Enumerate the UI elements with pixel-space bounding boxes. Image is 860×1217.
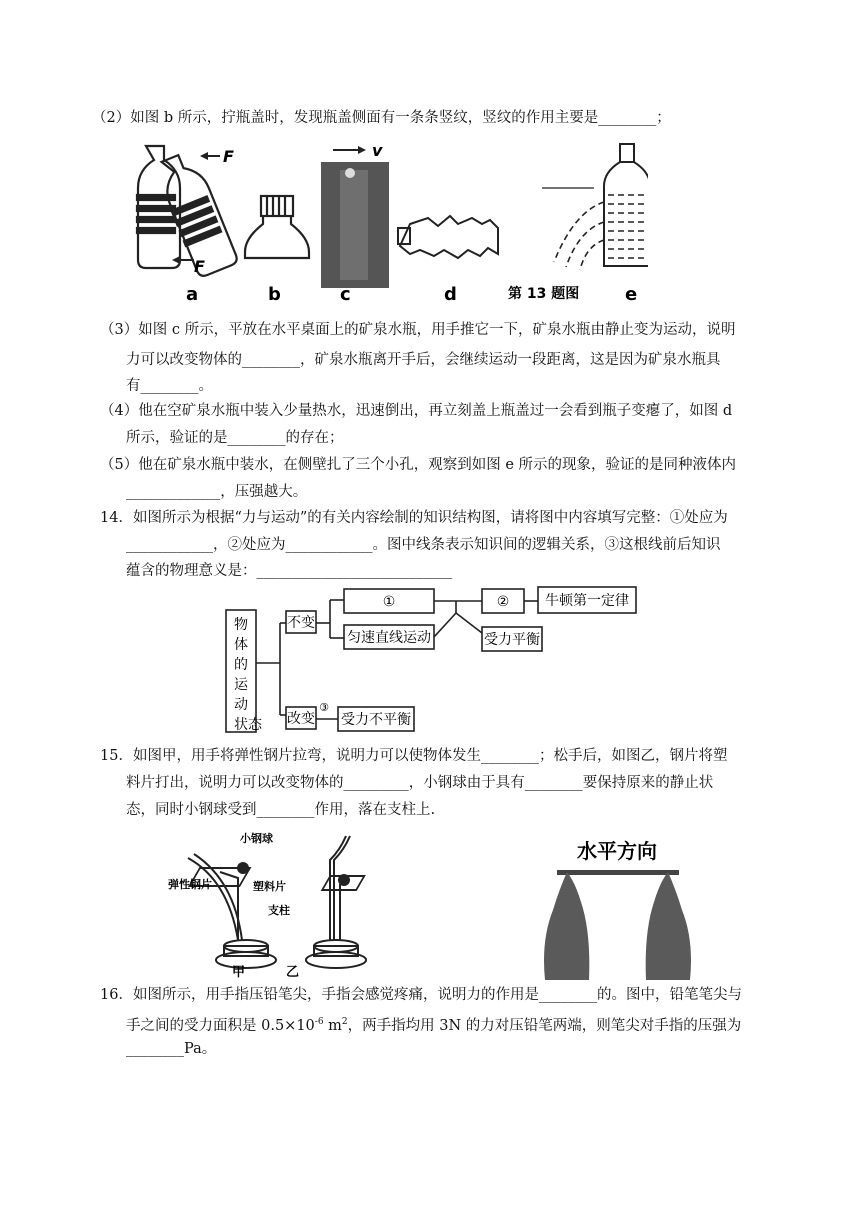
q14-line2: ____________，②处应为____________。图中线条表示知识间的逻辑关系，③这根线前后知识 (126, 537, 721, 553)
label-d: d (444, 284, 457, 305)
force-label-bottom: F (194, 257, 205, 276)
q15-line3: 态，同时小钢球受到________作用，落在支柱上. (126, 802, 436, 818)
label-steel-strip: 弹性钢片 (168, 878, 212, 891)
diagram-root-1: 物 (234, 617, 248, 633)
velocity-label: v (372, 141, 383, 160)
q13-part2-text: （2）如图 b 所示，拧瓶盖时，发现瓶盖侧面有一条条竖纹，竖纹的作用主要是________； (92, 110, 671, 126)
diagram-root-5: 动 (234, 697, 248, 713)
diagram-changed: 改变 (287, 711, 315, 727)
q15-line2: 料片打出，说明力可以改变物体的_________，小钢球由于具有________要保持原来的静止状 (126, 775, 714, 791)
bottle-cap-b (245, 196, 309, 258)
force-label-top: F (223, 147, 234, 166)
diagram-balanced: 受力平衡 (484, 632, 540, 648)
diagram-root-6: 状态 (234, 717, 262, 733)
knowledge-diagram (220, 583, 650, 738)
q13-part5-line2: _____________，压强越大。 (126, 484, 308, 500)
diagram-circle-3: ③ (319, 701, 329, 714)
q13-part3-line3: 有________。 (126, 378, 213, 394)
label-c: c (340, 284, 351, 305)
label-e: e (625, 284, 638, 305)
q16-exponent: -6 (314, 1017, 324, 1027)
bottle-e (542, 144, 648, 270)
diagram-circle-2: ② (496, 594, 510, 610)
diagram-root-2: 体 (234, 637, 248, 653)
q13-part5-line1: （5）他在矿泉水瓶中装水，在侧壁扎了三个小孔，观察到如图 e 所示的现象，验证的是同种液体内 (100, 457, 737, 473)
q16-exponent2: 2 (341, 1017, 348, 1027)
figure-caption: 第 13 题图 (508, 286, 580, 302)
q16-line2-c: ，两手指均用 3N 的力对压铅笔两端，则笔尖对手指的压强为 (347, 1017, 742, 1034)
diagram-unchanged: 不变 (287, 615, 315, 631)
q16-line2 (126, 1012, 741, 1036)
q13-part4-line2: 所示，验证的是________的存在； (126, 430, 344, 446)
q14-line1: 14．如图所示为根据“力与运动”的有关内容绘制的知识结构图，请将图中内容填写完整：①处应为 (100, 510, 728, 526)
q13-part4-line1: （4）他在空矿泉水瓶中装入少量热水，迅速倒出，再立刻盖上瓶盖过一会看到瓶子变瘪了，如图 d (100, 403, 733, 419)
diagram-unbalanced: 受力不平衡 (341, 712, 411, 728)
label-a: a (186, 284, 199, 305)
figure-13-svg (128, 140, 648, 305)
diagram-root-3: 的 (234, 657, 248, 673)
diagram-circle-1: ① (382, 594, 396, 610)
diagram-newton: 牛顿第一定律 (545, 593, 629, 609)
q16-line2-a: 手之间的受力面积是 0.5×10 (126, 1017, 315, 1034)
label-yi: 乙 (286, 965, 300, 978)
label-horizontal: 水平方向 (577, 839, 657, 863)
bottle-a-left (137, 146, 180, 268)
q16-line2-b: m (323, 1017, 342, 1034)
q13-part3-line1: （3）如图 c 所示，平放在水平桌面上的矿泉水瓶，用手推它一下，矿泉水瓶由静止变为运动，说明 (100, 322, 736, 338)
q14-line3: 蕴含的物理意义是：___________________________ (126, 563, 453, 579)
q16-line3: ________Pa。 (126, 1041, 217, 1057)
label-jia: 甲 (232, 965, 246, 978)
diagram-uniform-motion: 匀速直线运动 (347, 630, 431, 646)
crushed-bottle-d (398, 216, 498, 258)
figure-hands-pencil (535, 830, 700, 980)
q16-line1: 16．如图所示，用手指压铅笔尖，手指会感觉疼痛，说明力的作用是________的。图中，铅笔笔尖与 (100, 987, 742, 1003)
figure-15-apparatus (168, 828, 398, 978)
q13-part3-line2: 力可以改变物体的________，矿泉水瓶离开手后，会继续运动一段距离，这是因为矿泉水瓶具 (126, 352, 721, 368)
label-plastic-sheet: 塑料片 (253, 880, 286, 893)
diagram-root-4: 运 (234, 677, 248, 693)
q15-line1: 15．如图甲，用手将弹性钢片拉弯，说明力可以使物体发生________；松手后，如图乙，钢片将塑 (100, 748, 728, 764)
label-steel-ball: 小钢球 (240, 832, 273, 845)
label-pillar: 支柱 (268, 904, 290, 917)
figure-13 (128, 140, 648, 305)
label-b: b (268, 284, 281, 305)
